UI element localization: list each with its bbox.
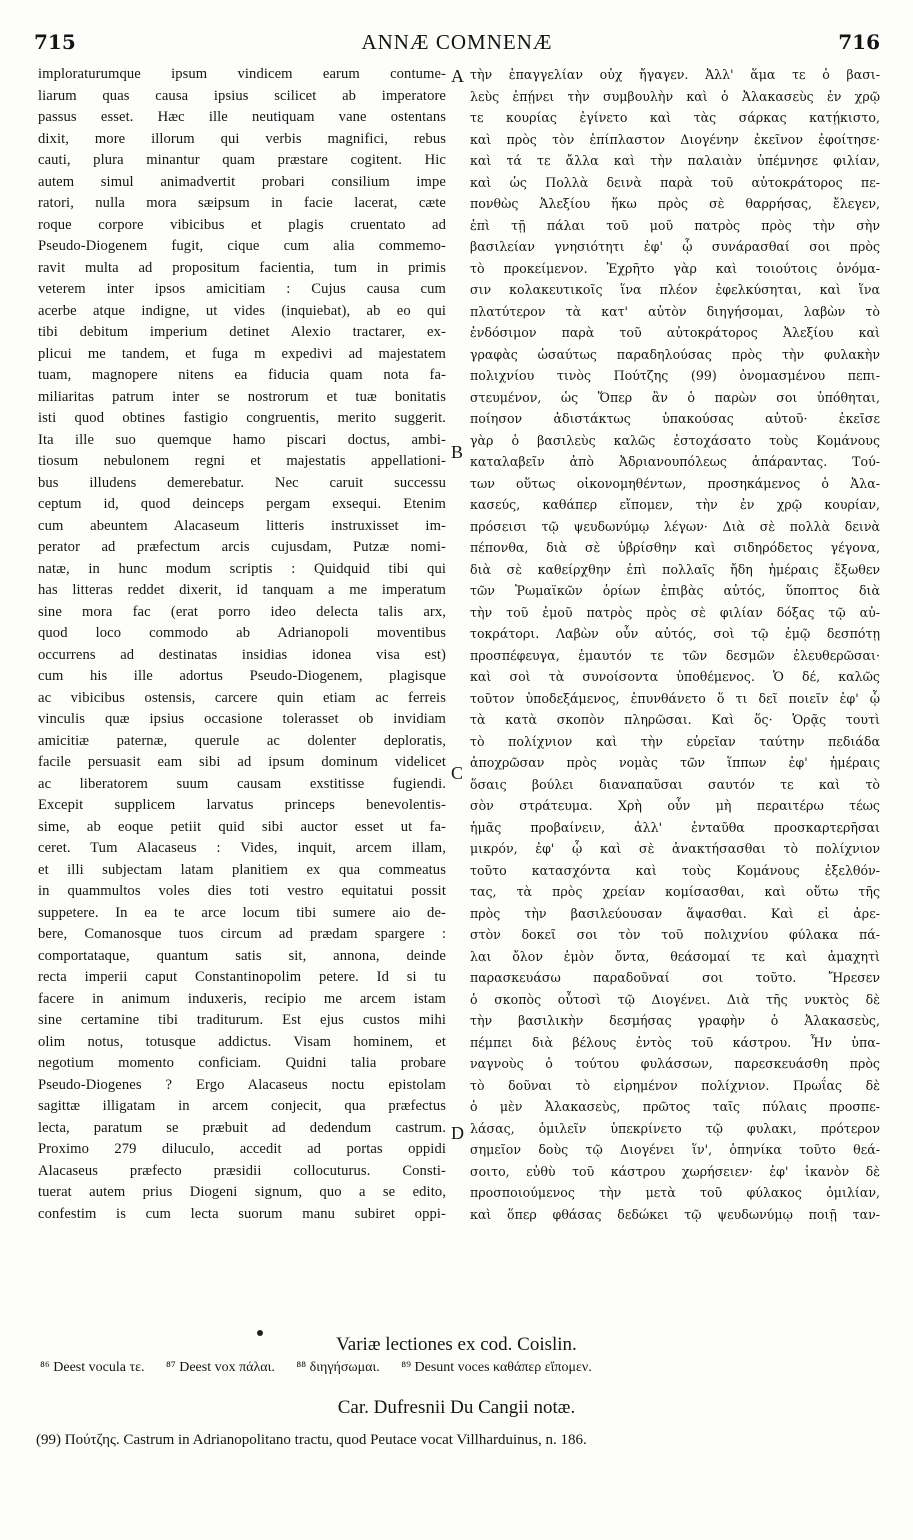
- greek-text-line: τοκράτορι. Λαβὼν οὖν αὐτός, σοὶ τῷ ἐμῷ δεσπότῃ: [470, 626, 880, 641]
- latin-text-line: isti quod obtines fastigio congruentis, merito suggerit.: [38, 410, 446, 426]
- greek-text-line: τοῦτον ὑποδεξάμενος, ἐπυνθάνετο ὅ τι δεῖ ποιεῖν ἐφ' ᾧ: [470, 690, 880, 706]
- latin-text-line: ravit multa ad propositum facientia, tum in primis: [38, 259, 446, 276]
- page-number-right: 716: [838, 30, 880, 54]
- variant-note: ⁸⁷ Deest vox πάλαι.: [165, 1360, 275, 1375]
- variant-note: ⁸⁹ Desunt voces καθάπερ εἴπομεν.: [401, 1360, 592, 1375]
- greek-text-line: μικρόν, ἐφ' ᾧ καὶ σὲ ἀνακτήσασθαι τὸ πολίχνιον: [470, 841, 880, 856]
- greek-text-line: πονθὼς Ἀλεξίου ἥκω πρὸς σὲ θαρρήσας, ἔλεγεν,: [470, 196, 880, 211]
- greek-text-line: γραφὰς ὡσαύτως παραδηλούσας πρὸς τὴν φυλακὴν: [470, 346, 880, 362]
- latin-text-line: natæ, in hunc modum scriptis : Quidquid tibi qui: [38, 560, 446, 577]
- greek-text-line: ἀποχρῶσαν πρὸς νομὰς τῶν ἵππων ἐφ' ἡμέραις: [470, 755, 880, 770]
- latin-text-line: passus esset. Hæc ille neutiquam vane ostentans: [38, 109, 446, 125]
- latin-text-line: Alacaseus præfecto præsidii collocuturus. Consti-: [38, 1162, 446, 1179]
- latin-text-line: perator ad præfectum arcis cujusdam, Putzæ nomi-: [38, 539, 446, 555]
- greek-text-line: ἐνδόσιμον παρὰ τοῦ αὐτοκράτορος Ἀλεξίου καὶ: [470, 325, 880, 340]
- greek-text-line: ὅσαις βούλει διαναπαῦσαι σαυτόν τε καὶ τὸ: [470, 776, 880, 792]
- latin-text-line: cum his ille adortus Pseudo-Diogenem, plagisque: [38, 668, 446, 684]
- latin-text-line: comportataque, quantum satis sit, annona, deinde: [38, 947, 446, 964]
- latin-text-line: plicui me tandem, et fuga m expedivi ad majestatem: [38, 345, 446, 362]
- latin-text-line: facere in animum induxeris, recipio me arcem istam: [38, 990, 446, 1007]
- latin-text-line: ac liberatorem suum causam exstitisse fugiendi.: [38, 775, 446, 792]
- greek-text-line: πέπονθα, διὰ σὲ ὑβρίσθην καὶ σιδηρόδετος γέγονα,: [470, 540, 880, 555]
- latin-text-line: recta imperii caput Constantinopolim petere. Id si tu: [38, 969, 446, 985]
- latin-text-line: tiosum nebulonem regni et majestatis appellationi-: [38, 453, 446, 469]
- greek-text-line: σοιτο, εὐθὺ τοῦ κάστρου χωρήσειεν· ἐφ' ἱκανὸν δὲ: [470, 1163, 880, 1179]
- greek-text-line: σιν κολακευτικοῖς ἵνα πλέον ἐφελκύσηται, καὶ ἵνα: [470, 282, 880, 297]
- latin-text-line: Excepit supplicem larvatus princeps benevolentis-: [38, 797, 446, 813]
- page-number-left: 715: [34, 30, 76, 54]
- greek-text-line: ὁ σκοπὸς οὗτοσὶ τῷ Διογένει. Διὰ τῆς νυκτὸς δὲ: [470, 991, 880, 1007]
- variant-note: ⁸⁸ διηγήσωμαι.: [296, 1360, 380, 1375]
- greek-text-line: λεὺς ἐπῄνει τὴν συμβουλὴν καὶ ὁ Ἀλακασεὺς ἐν χρῷ: [470, 88, 880, 104]
- latin-text-line: facile persuasit eam sibi ad ipsum dominum videlicet: [38, 754, 446, 770]
- greek-text-line: στὸν δοκεῖ σοι τὸν τοῦ πολιχνίου φύλακα πά-: [470, 927, 880, 942]
- latin-text-line: Proximo 279 diluculo, accedit ad portas oppidi: [38, 1141, 446, 1157]
- greek-text-line: πρὸς τὴν βασιλεύουσαν ἅψασθαι. Καὶ εἰ ἀρε-: [470, 905, 880, 921]
- latin-text-line: quod loco commodo ab Adrianopoli moventibus: [38, 625, 446, 641]
- variae-lectiones-title: Variæ lectiones ex cod. Coislin.: [336, 1334, 577, 1355]
- greek-text-line: λάσας, ὁμιλεῖν ὑπεκρίνετο τῷ φυλακι, πρότερον: [470, 1120, 880, 1136]
- latin-text-line: has litteras reddet dixerit, id tanquam a me imperatum: [38, 582, 446, 598]
- latin-text-line: amicitiæ paternæ, querule ac dolenter deploratis,: [38, 732, 446, 749]
- latin-text-line: tuam, magnopere nitens ea fiducia quam nota fa-: [38, 367, 446, 383]
- greek-text-line: καὶ πρὸς τὸν ἐπίπλαστον Διογένην ἐκεῖνον ἐφοίτησε·: [470, 131, 880, 147]
- greek-text-line: προσπέφευγα, ἐμαυτόν τε τῶν δεσμῶν ἐλευθερῶσαι·: [470, 647, 880, 663]
- latin-text-line: autem simul animadvertit probari consilium impe: [38, 173, 446, 190]
- cangii-notes-title: Car. Dufresnii Du Cangii notæ.: [337, 1397, 576, 1418]
- greek-text-line: καὶ ὅπερ φθάσας δεδώκει τῷ ψευδωνύμῳ ποιῇ ταν-: [470, 1206, 880, 1222]
- latin-column: [38, 64, 446, 1225]
- greek-text-line: τῶν Ῥωμαϊκῶν ὁρίων ἐπιβὰς αὐτός, ὕποπτος διὰ: [470, 583, 880, 598]
- greek-text-line: καὶ τά τε ἄλλα καὶ τὴν παλαιὰν ὑπέμνησε φιλίαν,: [470, 153, 880, 168]
- greek-text-line: τοῦτο κατασχόντα καὶ τοὺς Κομάνους ἐξελθόν-: [470, 862, 880, 878]
- latin-text-line: roque corpore vibicibus et plagis cruentato ad: [38, 216, 446, 233]
- latin-text-line: miliaritas patrum inter se nostrorum et tuæ bonitatis: [38, 388, 446, 405]
- latin-text-line: Ita ille suo quemque hamo piscari doctus, ambi-: [38, 431, 446, 448]
- greek-text-line: διὰ σὲ καθείρχθην ἐπὶ πολλαῖς ἤδη ἡμέραις ἔξωθεν: [470, 561, 880, 577]
- variant-note: ⁸⁶ Deest vocula τε.: [40, 1360, 145, 1375]
- greek-text-line: στευμένον, ὡς Ὅπερ ἂν ὁ παρὼν σοι ὑπόθηται,: [470, 389, 880, 405]
- greek-text-line: ποίησον ἀδιστάκτως ὑπακούσας αὐτοῦ· ἐκεῖσε: [470, 411, 880, 426]
- greek-text-line: τε κουρίας ἐγίνετο καὶ τὰς σάρκας κατῄκιστο,: [470, 110, 880, 125]
- latin-text-line: in quammultos voles dies toti vestro equitatui possit: [38, 883, 446, 899]
- latin-text-line: lecta, paratum se præbuit ad dedendum castrum.: [38, 1119, 446, 1136]
- latin-text-line: cum abeuntem Alacaseum litteris instruxisset im-: [38, 517, 446, 534]
- greek-column: [470, 64, 880, 1225]
- greek-text-line: πολιχνίου τινὸς Πούτζης (99) ὀνομασμένου πεπι-: [470, 368, 880, 383]
- latin-text-line: Pseudo-Diogenes ? Ergo Alacaseus noctu epistolam: [38, 1076, 446, 1093]
- latin-text-line: acerbe atque indigne, ut vides (inquiebat), ab eo qui: [38, 302, 446, 319]
- margin-letter-c: C: [451, 763, 464, 783]
- latin-text-line: occurrens ad destinatas insidias idonea visa est): [38, 646, 446, 663]
- greek-text-line: παρασκευάσω παραδοῦναί σοι τοῦτο. Ἤρεσεν: [470, 970, 880, 985]
- greek-text-line: τὴν ἐπαγγελίαν οὐχ ἤγαγεν. Ἀλλ' ἅμα τε ὁ βασι-: [470, 67, 880, 82]
- greek-text-line: τὴν βασιλικὴν δεσμήσας γραφὴν ὁ Ἀλακασεὺς,: [470, 1013, 880, 1028]
- latin-text-line: Pseudo-Diogenem fugit, cique cum alia commemo-: [38, 238, 446, 254]
- latin-text-line: sine certamine tibi traditurum. Est ejus custos mihi: [38, 1012, 446, 1028]
- latin-text-line: bere, Comanosque tuos circum ad prædam spargere :: [38, 926, 446, 942]
- latin-text-line: ceret. Tum Alacaseus : Vides, inquit, arcem illam,: [38, 840, 446, 856]
- latin-text-line: veterem inter ipsos amicitiam : Cujus causa cum: [38, 281, 446, 297]
- greek-text-line: τὰ κατὰ σκοπὸν πληρῶσαι. Καὶ ὅς· Ὁρᾷς τουτὶ: [470, 712, 880, 727]
- greek-text-line: τὴν τοῦ ἐμοῦ πατρὸς πρὸς σὲ φιλίαν δόξας τῷ αὐ-: [470, 604, 880, 620]
- greek-text-line: ἡμᾶς προβαίνειν, ἀλλ' ἐνταῦθα προσκαρτερῆσαι: [470, 819, 880, 835]
- latin-text-line: ceptum id, quod deinceps pergam exsequi. Etenim: [38, 496, 446, 512]
- greek-text-line: πλατύτερον τὰ κατ' αὐτὸν διηγήσομαι, λαβὼν τὸ: [470, 303, 880, 319]
- latin-text-line: negotium momento conficiam. Quidni talia probare: [38, 1055, 446, 1071]
- greek-text-line: βασιλείαν γνησιότητι ἐφ' ᾧ συνάρασθαί σοι πρὸς: [470, 239, 880, 254]
- greek-text-line: τὸ πολίχνιον καὶ τὴν εὐρεῖαν ταύτην πεδιάδα: [470, 733, 880, 749]
- greek-text-line: ναγνοὺς ὁ τούτου φυλάσσων, παρεσκευάσθη πρὸς: [470, 1056, 880, 1071]
- latin-text-line: bus illudens demerebatur. Nec caruit successu: [38, 474, 446, 491]
- variae-lectiones-notes: [40, 1360, 880, 1376]
- latin-text-line: imploraturumque ipsum vindicem earum contume-: [38, 66, 446, 82]
- margin-letter-a: A: [451, 66, 464, 86]
- latin-text-line: olim notus, totusque addictus. Visam hominem, et: [38, 1033, 446, 1050]
- latin-text-line: tibi debitum imperium detinet Alexio tractarer, ex-: [38, 324, 446, 340]
- latin-text-line: suppetere. In ea te arce locum tibi sumere aio de-: [38, 904, 446, 921]
- greek-text-line: ἐπὶ τῇ πάλαι τοῦ μοῦ πατρὸς πρὸς τὴν σὴν: [470, 217, 880, 233]
- greek-text-line: καταλαβεῖν ἀπὸ Ἀδριανουπόλεως ἀπάραντας. Τού-: [470, 454, 880, 469]
- greek-text-line: καὶ σοὶ τὰ συνοίσοντα ὑποθέμενος. Ὁ δέ, καλῶς: [470, 669, 880, 684]
- greek-text-line: πέμπει διὰ βέλους ἐντὸς τοῦ κάστρου. Ἦν ὑπα-: [470, 1034, 880, 1050]
- greek-text-line: ὁ μὲν Ἀλακασεὺς, πρῶτος ταῖς πύλαις προσπε-: [470, 1099, 880, 1114]
- greek-text-line: γὰρ ὁ βασιλεὺς καλῶς ἐστοχάσατο τοὺς Κομάνους: [470, 432, 880, 448]
- greek-text-line: κασεύς, καθάπερ εἴπομεν, τὴν ἐν χρῷ κουρίαν,: [470, 497, 880, 512]
- greek-text-line: τὸ προκείμενον. Ἐχρῆτο γὰρ καὶ τοιούτοις ὀνόμα-: [470, 260, 880, 276]
- margin-letter-b: B: [451, 442, 464, 462]
- greek-text-line: λαι ὄλον ἐμὸν ὄντα, θεάσομαί τε καὶ ἀμαχητὶ: [470, 948, 880, 964]
- greek-text-line: καὶ ὡς Πολλὰ δεινὰ παρὰ τοῦ αὐτοκράτορος πε-: [470, 174, 880, 190]
- greek-text-line: σὸν στράτευμα. Χρὴ οὖν μὴ περαιτέρω τέως: [470, 798, 880, 813]
- greek-text-line: προσποιούμενος τὴν μετὰ τοῦ φύλακος ὁμιλίαν,: [470, 1185, 880, 1200]
- cangii-note: (99) Πούτζης. Castrum in Adrianopolitano tractu, quod Peutace vocat Villharduinus, n. 186.: [36, 1432, 587, 1448]
- greek-text-line: τας, τὰ πρὸς χρείαν κομίσασθαι, καὶ οὕτω τῆς: [470, 884, 880, 899]
- latin-text-line: ac vibicibus ostensis, carcere quin etiam ac ferreis: [38, 689, 446, 706]
- latin-text-line: ratori, nulla mora sæipsum in facie lacerat, cæte: [38, 195, 446, 211]
- margin-letter-d: D: [451, 1123, 464, 1143]
- latin-text-line: sime, ab eoque petiit quid sibi auctor esset ut fa-: [38, 818, 446, 835]
- latin-text-line: dixit, more illorum qui verbis magnifici, rebus: [38, 130, 446, 147]
- latin-text-line: et illi subjectam latam planitiem ex qua commeatus: [38, 861, 446, 878]
- greek-text-line: των οὕτως οἰκονομηθέντων, προσηκάμενος ὁ Ἀλα-: [470, 475, 880, 491]
- latin-text-line: liarum quas causa ipsius scilicet ab imperatore: [38, 87, 446, 104]
- latin-text-line: cauti, plura minantur quam præstare cogitent. Hic: [38, 152, 446, 168]
- greek-text-line: πρόσεισι τῷ ψευδωνύμῳ λέγων· Διὰ σὲ πολλὰ δεινὰ: [470, 518, 880, 534]
- latin-text-line: vinculis quæ ipsius occasione tolerasset ob invidiam: [38, 711, 446, 727]
- latin-text-line: sine mora fac (erat porro ideo delecta talis arx,: [38, 603, 446, 620]
- latin-text-line: confestim is cum lecta suorum manu subiret oppi-: [38, 1205, 446, 1222]
- greek-text-line: τὸ δοῦναι τὸ εἰρημένον πολίχνιον. Πρωΐας δὲ: [470, 1077, 880, 1093]
- latin-text-line: tuerat autem prius Diogeni signum, quo a se edito,: [38, 1184, 446, 1200]
- page-header: [34, 30, 880, 60]
- running-title: ANNÆ COMNENÆ: [361, 30, 553, 54]
- greek-text-line: σημεῖον δοὺς τῷ Διογένει ἵν', ὁπηνίκα τοῦτο θεά-: [470, 1142, 880, 1157]
- latin-text-line: sagittæ illigatam in arcem conjecit, qua præfectus: [38, 1098, 446, 1114]
